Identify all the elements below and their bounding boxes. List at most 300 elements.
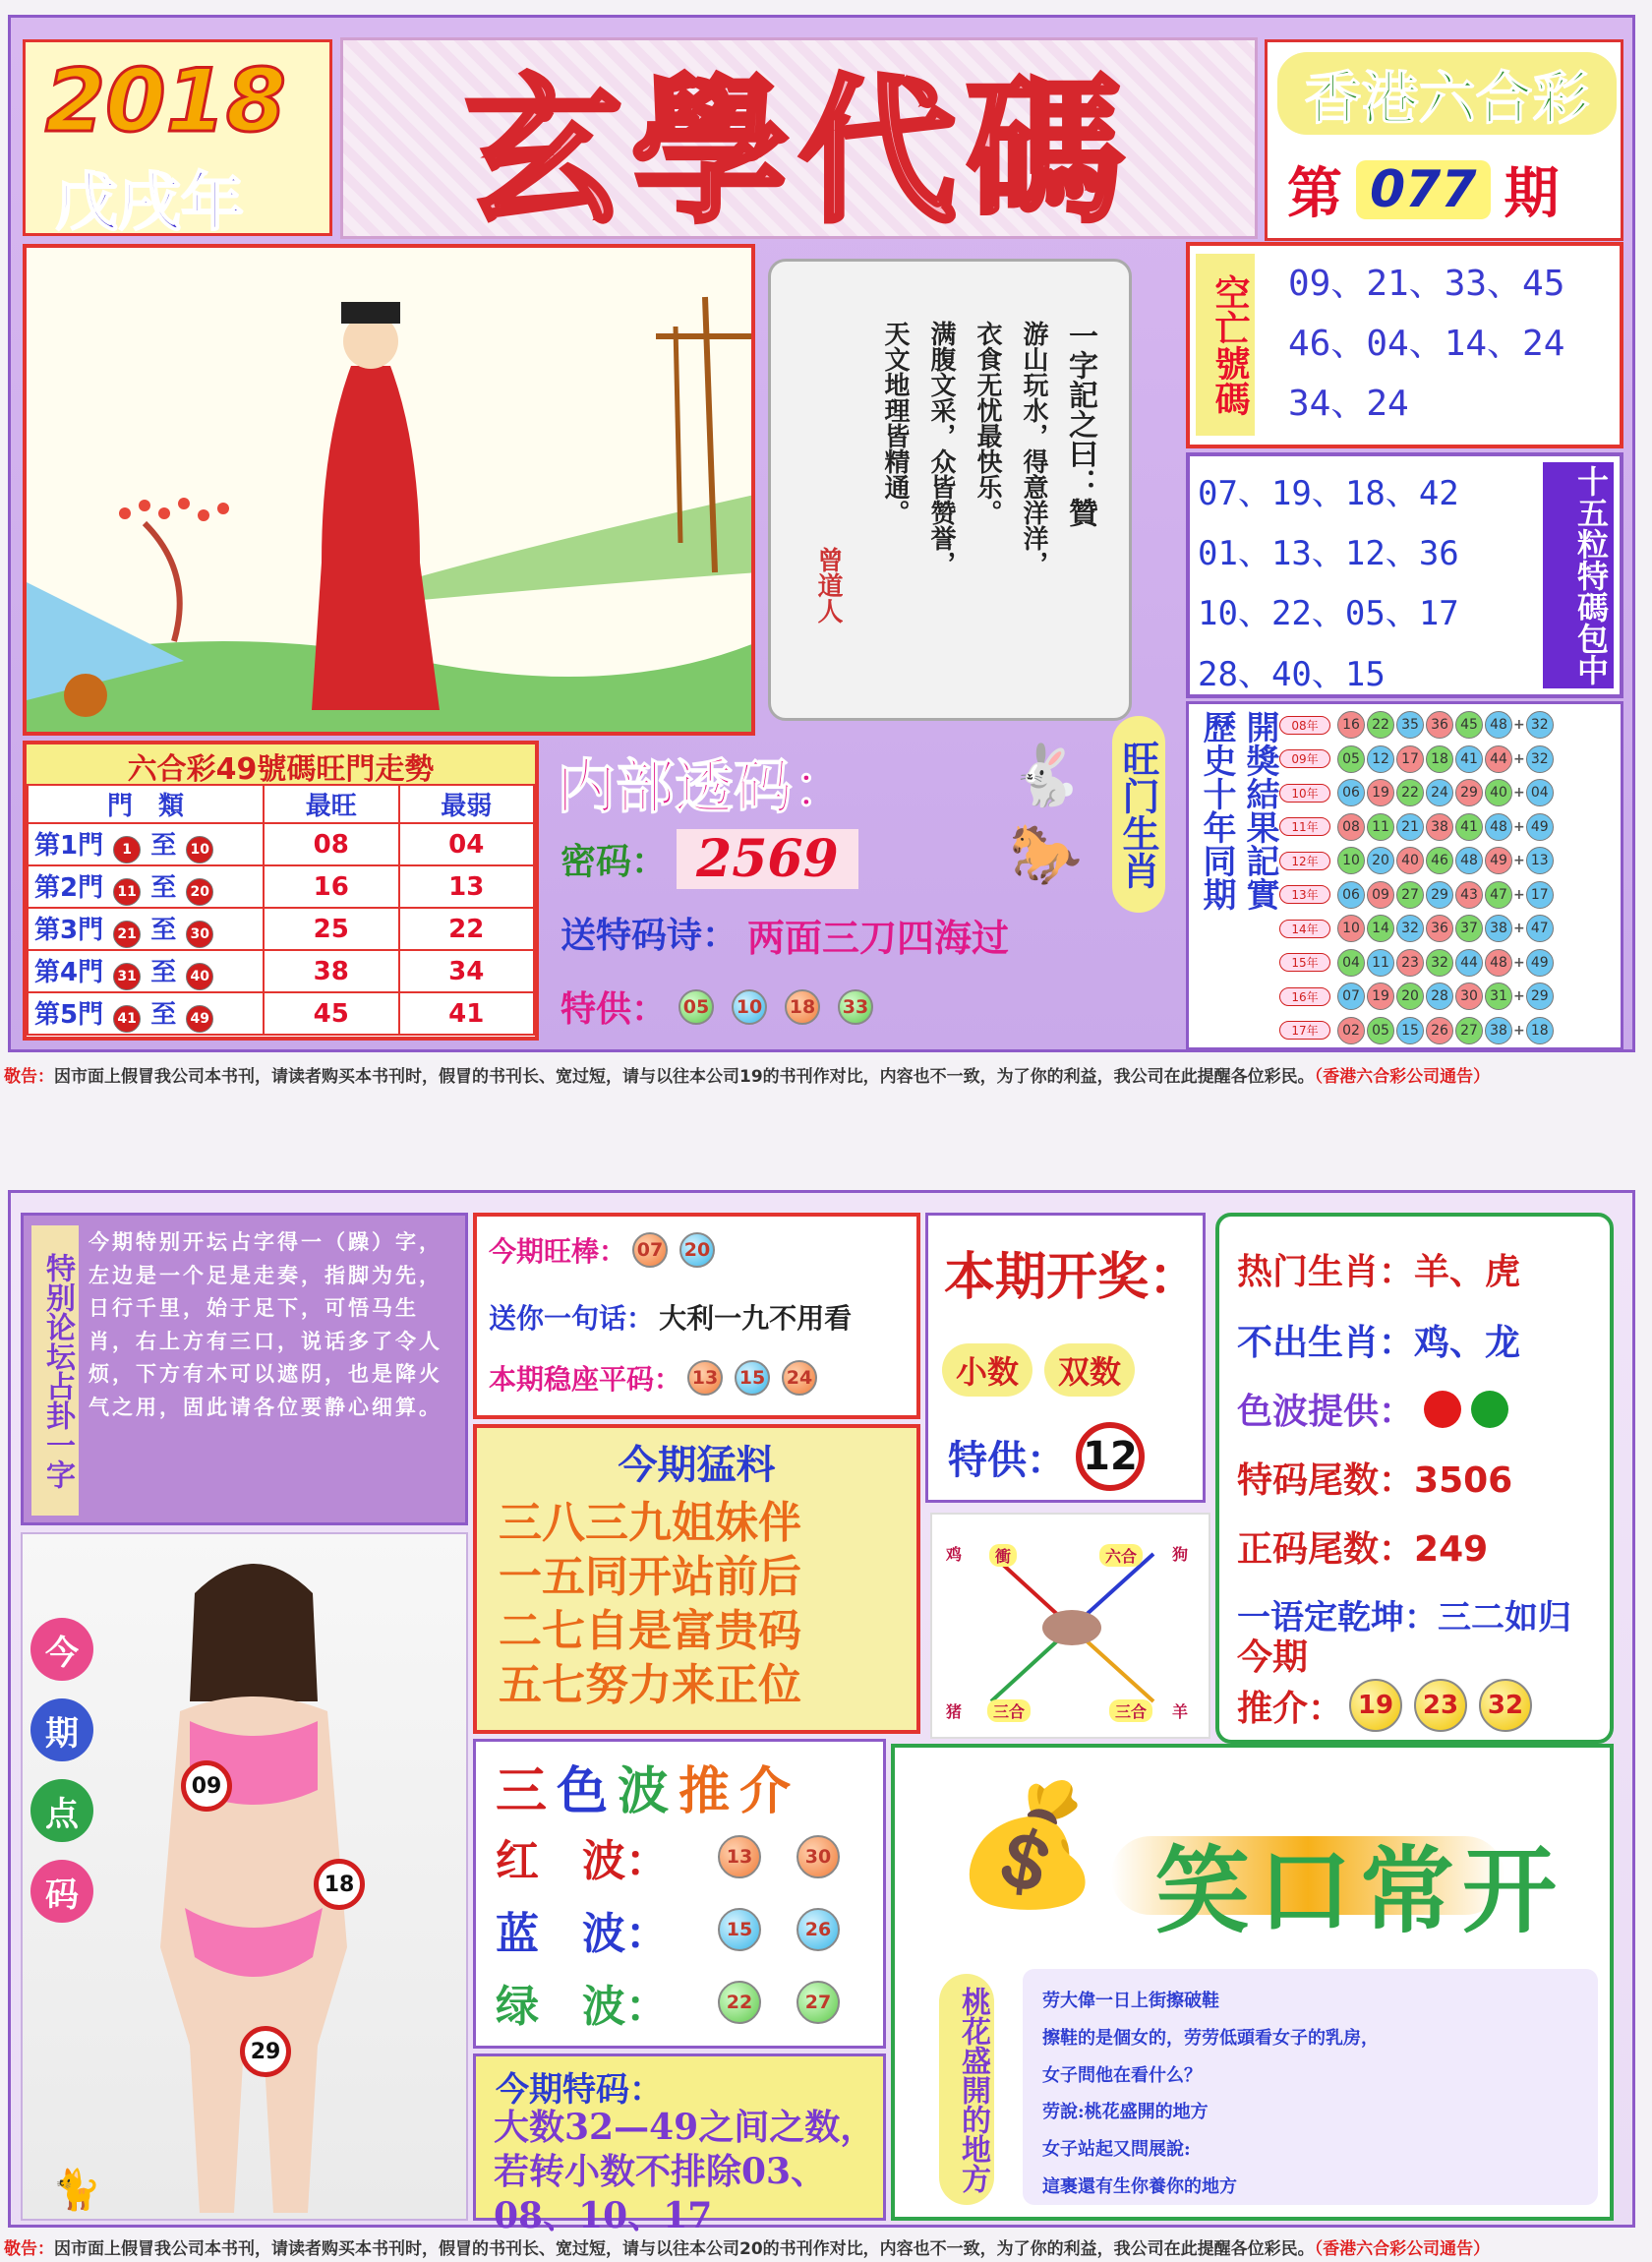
history-ball: 48 [1485, 813, 1512, 841]
password-label: 密码： [560, 842, 668, 882]
meng-lines [499, 1496, 916, 1712]
tema-text: 大数32—49之间之数，若转小数不排除03、08、10、17 [494, 2107, 876, 2236]
history-list [1279, 708, 1555, 1047]
history-plus: + [1513, 954, 1525, 971]
kongwang-numbers: 09、21、33、45 46、04、14、24 34、24 [1288, 264, 1565, 425]
trend-header-row [28, 785, 534, 823]
history-ball: 44 [1455, 949, 1483, 977]
meng-line: 二七自是富贵码 [499, 1606, 801, 1656]
trend-door-cell [28, 823, 264, 865]
history-ball: 22 [1396, 779, 1424, 806]
history-ball: 41 [1455, 813, 1483, 841]
scroll-seal: 曾道人 [813, 547, 843, 624]
history-plus: + [1513, 818, 1525, 835]
history-ball: 36 [1426, 711, 1453, 739]
wang-row [489, 1230, 721, 1270]
kai-tag: 双数 [1044, 1343, 1135, 1397]
yiyu-label: 一语定乾坤： [1237, 1598, 1438, 1637]
sentence-label: 送你一句话： [489, 1302, 655, 1335]
history-ball: 40 [1396, 847, 1424, 874]
history-special: 49 [1526, 949, 1554, 977]
issue-prefix: 第 [1287, 162, 1342, 226]
trend-low: 13 [399, 865, 535, 908]
history-ball: 06 [1337, 779, 1365, 806]
stable-row [489, 1358, 823, 1398]
smile-box [891, 1744, 1614, 2221]
history-special: 18 [1526, 1017, 1554, 1044]
scroll-poem [0, 321, 1052, 576]
history-year: 12年 [1279, 852, 1330, 870]
wave-row [496, 1966, 846, 2039]
wave-ball: 13 [718, 1835, 761, 1878]
history-ball: 43 [1455, 881, 1483, 909]
history-ball: 29 [1455, 779, 1483, 806]
forum-box [21, 1213, 468, 1525]
poem-value: 两面三刀四海过 [747, 917, 1010, 960]
history-ball: 29 [1426, 881, 1453, 909]
wave-box [473, 1739, 886, 2049]
trend-to: 49 [186, 1005, 213, 1033]
fifteen-label: 十五粒特碼包中 [1543, 462, 1614, 688]
history-ball: 11 [1367, 949, 1394, 977]
history-ball: 02 [1337, 1017, 1365, 1044]
trend-low: 04 [399, 823, 535, 865]
fifteen-row: 10、22、05、17 [1198, 594, 1459, 634]
recommend-row [1237, 1679, 1538, 1732]
trend-low: 41 [399, 992, 535, 1035]
trend-low: 34 [399, 950, 535, 992]
today-point-char: 期 [30, 1698, 93, 1761]
hot-box [1215, 1213, 1614, 1744]
wave-title-char: 色 [557, 1762, 609, 1821]
wave-ball: 27 [796, 1981, 840, 2024]
trend-high: 38 [264, 950, 399, 992]
history-ball: 48 [1455, 847, 1483, 874]
special-ball: 33 [838, 989, 873, 1025]
notice-label: 敬告： [4, 2239, 54, 2259]
tail-row [1237, 1453, 1512, 1503]
wave-ball: 26 [796, 1908, 840, 1951]
today-point-char: 今 [30, 1618, 93, 1681]
wave-ball: 30 [796, 1835, 840, 1878]
forum-label: 特别论坛占卦一字 [31, 1225, 79, 1516]
no-zodiac-label: 不出生肖： [1237, 1323, 1415, 1363]
history-row [1279, 743, 1555, 777]
forum-text: 今期特别开坛占字得一（躁）字，左边是一个足是走奏，指脚为先，日行千里，始于足下，可悟马生肖，右上方有三口，说话多了令人烦，下方有木可以遮阴，也是降火气之用，固此请各位要静心细算。 [88, 1229, 442, 1419]
trend-title: 六合彩49號碼旺門走勢 [27, 744, 535, 784]
history-ball: 07 [1337, 982, 1365, 1010]
trend-from: 1 [113, 836, 141, 863]
history-ball: 05 [1367, 1017, 1394, 1044]
trend-door-cell [28, 992, 264, 1035]
color-label: 色波提供： [1237, 1392, 1415, 1432]
history-special: 32 [1526, 711, 1554, 739]
history-ball: 38 [1485, 1017, 1512, 1044]
zodiac-arrows [932, 1515, 1212, 1741]
history-ball: 26 [1426, 1017, 1453, 1044]
rabbit-icon: 🐇 [1009, 742, 1083, 810]
top-sheet [8, 15, 1635, 1052]
yiyu-value: 三二如归 [1438, 1598, 1571, 1637]
brand-text: 香港六合彩 [1277, 52, 1617, 135]
history-ball: 19 [1367, 779, 1394, 806]
wave-label: 蓝 波： [496, 1909, 669, 1959]
history-year: 13年 [1279, 885, 1330, 904]
history-ball: 48 [1485, 949, 1512, 977]
kai-tags [942, 1343, 1135, 1397]
history-ball: 10 [1337, 847, 1365, 874]
today-point-char: 点 [30, 1779, 93, 1842]
meng-box [473, 1424, 920, 1734]
history-year: 16年 [1279, 987, 1330, 1006]
history-ball: 45 [1455, 711, 1483, 739]
kai-title: 本期开奖： [944, 1248, 1201, 1307]
history-ball: 14 [1367, 915, 1394, 942]
history-ball: 44 [1485, 745, 1512, 773]
history-row [1279, 1014, 1555, 1048]
kai-special-row [948, 1422, 1145, 1491]
history-year: 17年 [1279, 1021, 1330, 1040]
zodiac-label: 鸡 [946, 1545, 963, 1564]
trend-door: 第5門 [34, 1000, 104, 1030]
bottom-notice [4, 2234, 1652, 2259]
joke-line: 劳大偉一日上街擦破鞋 [1042, 1991, 1219, 2011]
trend-connector: 至 [150, 1000, 177, 1030]
joke-panel [1023, 1969, 1598, 2205]
history-year: 10年 [1279, 784, 1330, 803]
history-ball: 31 [1485, 982, 1512, 1010]
special-ball: 10 [732, 989, 767, 1025]
trend-to: 40 [186, 963, 213, 990]
notice-sign: （香港六合彩公司通告） [1314, 1067, 1491, 1087]
poem-line: 游山玩水，得意洋洋， [1019, 321, 1048, 576]
stable-ball: 24 [782, 1360, 817, 1396]
history-plus: + [1513, 717, 1525, 734]
history-ball: 47 [1485, 881, 1512, 909]
wave-ball: 15 [718, 1908, 761, 1951]
history-ball: 41 [1455, 745, 1483, 773]
history-special: 49 [1526, 813, 1554, 841]
trend-box [23, 741, 539, 1041]
recommend-ball: 32 [1479, 1679, 1532, 1732]
wave-title-char: 推 [678, 1762, 731, 1821]
model-ball: 29 [240, 2026, 291, 2077]
zheng-label: 正码尾数： [1237, 1529, 1415, 1570]
hot-zodiac [1237, 1244, 1520, 1294]
tail-value: 3506 [1414, 1460, 1513, 1501]
inner-title: 内部透码： [557, 753, 852, 822]
trend-header: 門 類 [28, 785, 264, 823]
smile-title: 笑口常开 [1155, 1836, 1564, 1946]
kai-special-ball: 12 [1076, 1422, 1145, 1491]
zodiac-label: 六合 [1099, 1544, 1143, 1567]
history-year: 09年 [1279, 749, 1330, 768]
history-ball: 06 [1337, 881, 1365, 909]
no-zodiac-value: 鸡、龙 [1414, 1323, 1521, 1363]
history-year: 15年 [1279, 953, 1330, 972]
ganzhi-text: 戊戌年 [55, 167, 244, 240]
zodiac-label: 狗 [1172, 1545, 1189, 1564]
trend-connector: 至 [150, 831, 177, 861]
horse-icon: 🐎 [1009, 820, 1083, 889]
special-ball: 05 [678, 989, 714, 1025]
trend-to: 30 [186, 921, 213, 948]
zodiac-label: 三合 [1109, 1699, 1152, 1722]
history-plus: + [1513, 750, 1525, 767]
trend-header: 最弱 [399, 785, 535, 823]
page-title: 玄學代碼 [464, 58, 1134, 244]
green-wave-dot [1471, 1391, 1508, 1428]
trend-low: 22 [399, 908, 535, 950]
inner-code-panel [547, 741, 1176, 1041]
history-ball: 21 [1396, 813, 1424, 841]
model-ball: 18 [314, 1859, 365, 1910]
zodiac-label: 羊 [1172, 1702, 1189, 1721]
history-ball: 23 [1396, 949, 1424, 977]
poem-label: 送特码诗： [560, 916, 738, 956]
trend-row [28, 865, 534, 908]
history-ball: 18 [1426, 745, 1453, 773]
wave-label: 绿 波： [496, 1982, 669, 2032]
stable-ball: 15 [735, 1360, 770, 1396]
history-ball: 20 [1367, 847, 1394, 874]
zheng-value: 249 [1414, 1529, 1489, 1570]
joke-side-label: 桃花盛開的地方 [939, 1974, 994, 2205]
history-ball: 22 [1367, 711, 1394, 739]
fifteen-row: 01、13、12、36 [1198, 534, 1459, 574]
history-ball: 27 [1396, 881, 1424, 909]
sentence-value: 大利一九不用看 [659, 1302, 853, 1335]
recommend-ball: 19 [1349, 1679, 1402, 1732]
history-plus: + [1513, 886, 1525, 903]
red-wave-dot [1424, 1391, 1461, 1428]
history-ball: 04 [1337, 949, 1365, 977]
top-notice [4, 1062, 1652, 1087]
svg-text:🐈: 🐈 [52, 2168, 101, 2213]
history-plus: + [1513, 1022, 1525, 1039]
notice-text: 因市面上假冒我公司本书刊，请读者购买本书刊时，假冒的书刊长、宽过短，请与以往本公司19的书刊作对比，内容也不一致，为了你的利益，我公司在此提醒各位彩民。 [54, 1067, 1315, 1087]
history-ball: 35 [1396, 711, 1424, 739]
year-text: 2018 [45, 50, 286, 151]
trend-to: 10 [186, 836, 213, 863]
poem-scroll [768, 259, 1132, 721]
trend-high: 25 [264, 908, 399, 950]
meng-title: 今期猛料 [618, 1442, 776, 1488]
meng-line: 五七努力来正位 [499, 1660, 801, 1710]
wave-row [496, 1820, 846, 1893]
history-ball: 09 [1367, 881, 1394, 909]
special-label: 特供： [560, 989, 668, 1030]
issue-suffix: 期 [1504, 162, 1560, 226]
history-plus: + [1513, 785, 1525, 802]
history-ball: 20 [1396, 982, 1424, 1010]
kongwang-label: 空亡號碼 [1196, 254, 1255, 436]
brand-box [1265, 39, 1623, 241]
poem-line: 满腹文采，众皆赞誉， [926, 321, 956, 576]
history-year: 08年 [1279, 716, 1330, 735]
kai-special-label: 特供： [948, 1437, 1066, 1483]
history-ball: 28 [1426, 982, 1453, 1010]
tail-label: 特码尾数： [1237, 1460, 1415, 1501]
issue-row [1287, 150, 1560, 229]
zodiac-label: 三合 [987, 1699, 1031, 1722]
today-point-char: 码 [30, 1860, 93, 1923]
wave-ball: 22 [718, 1981, 761, 2024]
history-row [1279, 810, 1555, 845]
meng-line: 一五同开站前后 [499, 1552, 801, 1602]
recommend-label-2: 推介： [1237, 1688, 1344, 1729]
history-row [1279, 980, 1555, 1014]
wave-title-char: 波 [618, 1762, 670, 1821]
history-ball: 27 [1455, 1017, 1483, 1044]
history-ball: 46 [1426, 847, 1453, 874]
history-ball: 10 [1337, 915, 1365, 942]
trend-connector: 至 [150, 873, 177, 903]
tema-box [473, 2054, 886, 2236]
history-ball: 12 [1367, 745, 1394, 773]
trend-high: 16 [264, 865, 399, 908]
today-point-label [30, 1618, 93, 1923]
wang-ball: 07 [632, 1232, 668, 1268]
history-label-1: 歷史十年同期 [1197, 710, 1236, 911]
trend-to: 20 [186, 878, 213, 906]
hot-zodiac-value: 羊、虎 [1414, 1252, 1521, 1292]
kai-tag: 小数 [942, 1343, 1032, 1397]
notice-sign: （香港六合彩公司通告） [1314, 2239, 1491, 2259]
recommend-ball: 23 [1414, 1679, 1467, 1732]
history-ball: 38 [1426, 813, 1453, 841]
trend-high: 08 [264, 823, 399, 865]
history-row [1279, 946, 1555, 981]
history-box [1186, 701, 1623, 1050]
joke-line: 這裹還有生你養你的地方 [1042, 2175, 1237, 2197]
history-year: 14年 [1279, 920, 1330, 938]
recommend-label-1: 今期 [1237, 1637, 1309, 1678]
history-label-2: 開獎結果記實 [1240, 710, 1279, 911]
history-special: 17 [1526, 881, 1554, 909]
money-man-icon: 💰 [954, 1777, 1101, 1914]
trend-connector: 至 [150, 916, 177, 945]
history-ball: 36 [1426, 915, 1453, 942]
special-ball: 18 [785, 989, 820, 1025]
model-panel [21, 1532, 468, 2221]
history-ball: 24 [1426, 779, 1453, 806]
wave-rows [496, 1820, 846, 2039]
password-row [560, 829, 858, 889]
notice-text: 因市面上假冒我公司本书刊，请读者购买本书刊时，假冒的书刊长、宽过短，请与以往本公司20的书刊作对比，内容也不一致，为了你的利益，我公司在此提醒各位彩民。 [54, 2239, 1315, 2259]
year-box [23, 39, 332, 240]
joke-line: 女子站起又問展說: [1042, 2139, 1191, 2161]
wave-label: 红 波： [496, 1836, 669, 1886]
wang-ball: 20 [679, 1232, 715, 1268]
fifteen-list [1198, 464, 1459, 705]
history-plus: + [1513, 921, 1525, 937]
wangmen-label: 旺门生肖 [1112, 716, 1165, 913]
bottom-sheet [8, 1190, 1635, 2236]
history-ball: 16 [1337, 711, 1365, 739]
history-ball: 40 [1485, 779, 1512, 806]
history-row [1279, 708, 1555, 743]
trend-table [27, 784, 535, 1036]
zodiac-label: 衝 [989, 1544, 1017, 1567]
history-ball: 17 [1396, 745, 1424, 773]
fifteen-box [1186, 452, 1623, 698]
model-ball: 09 [181, 1760, 232, 1812]
trend-from: 11 [113, 878, 141, 906]
trend-door-cell [28, 865, 264, 908]
history-row [1279, 844, 1555, 878]
history-ball: 05 [1337, 745, 1365, 773]
trend-from: 21 [113, 921, 141, 948]
history-row [1279, 878, 1555, 913]
history-plus: + [1513, 853, 1525, 869]
special-row [560, 982, 879, 1032]
history-ball: 32 [1426, 949, 1453, 977]
tema-title: 今期特码： [496, 2070, 663, 2110]
issue-number: 077 [1356, 160, 1491, 219]
trend-from: 41 [113, 1005, 141, 1033]
kai-box [925, 1213, 1206, 1503]
trend-high: 45 [264, 992, 399, 1035]
trend-row [28, 992, 534, 1035]
zheng-row [1237, 1521, 1488, 1572]
history-ball: 48 [1485, 711, 1512, 739]
history-ball: 32 [1396, 915, 1424, 942]
trend-door-cell [28, 908, 264, 950]
no-zodiac [1237, 1315, 1520, 1365]
joke-line: 女子問他在看什么？ [1042, 2064, 1202, 2086]
zodiac-chart [930, 1513, 1210, 1739]
trend-door: 第2門 [34, 873, 104, 903]
fifteen-row: 07、19、18、42 [1198, 474, 1459, 513]
history-special: 13 [1526, 847, 1554, 874]
password-value: 2569 [677, 829, 858, 889]
history-ball: 37 [1455, 915, 1483, 942]
trend-connector: 至 [150, 958, 177, 987]
history-plus: + [1513, 988, 1525, 1005]
trend-row [28, 908, 534, 950]
history-ball: 15 [1396, 1017, 1424, 1044]
trend-door-cell [28, 950, 264, 992]
history-ball: 08 [1337, 813, 1365, 841]
history-ball: 30 [1455, 982, 1483, 1010]
trend-header: 最旺 [264, 785, 399, 823]
kongwang-box [1186, 242, 1623, 448]
poem-line: 天文地理皆精通。 [880, 321, 910, 525]
fifteen-row: 28、40、15 [1198, 654, 1386, 694]
sentence-row [489, 1297, 852, 1337]
trend-row [28, 823, 534, 865]
title-box [340, 37, 1258, 244]
zodiac-label: 猪 [946, 1702, 963, 1721]
scroll-title: 一字記之曰：贊 [1063, 321, 1097, 527]
wave-title-char: 介 [739, 1762, 792, 1821]
trend-row [28, 950, 534, 992]
joke-line: 劳說:桃花盛開的地方 [1042, 2102, 1209, 2123]
poem-line: 衣食无忧最快乐。 [973, 321, 1002, 525]
history-special: 32 [1526, 745, 1554, 773]
hot-zodiac-label: 热门生肖： [1237, 1252, 1415, 1292]
wang-label: 今期旺棒： [489, 1235, 627, 1268]
history-special: 04 [1526, 779, 1554, 806]
stable-ball: 13 [687, 1360, 723, 1396]
history-ball: 11 [1367, 813, 1394, 841]
wave-title-char: 三 [496, 1762, 548, 1821]
wave-row [496, 1893, 846, 1966]
poem-row [560, 908, 1009, 962]
joke-line: 擦鞋的是個女的，劳劳低頭看女子的乳房， [1042, 2027, 1379, 2049]
color-row [1237, 1384, 1508, 1434]
